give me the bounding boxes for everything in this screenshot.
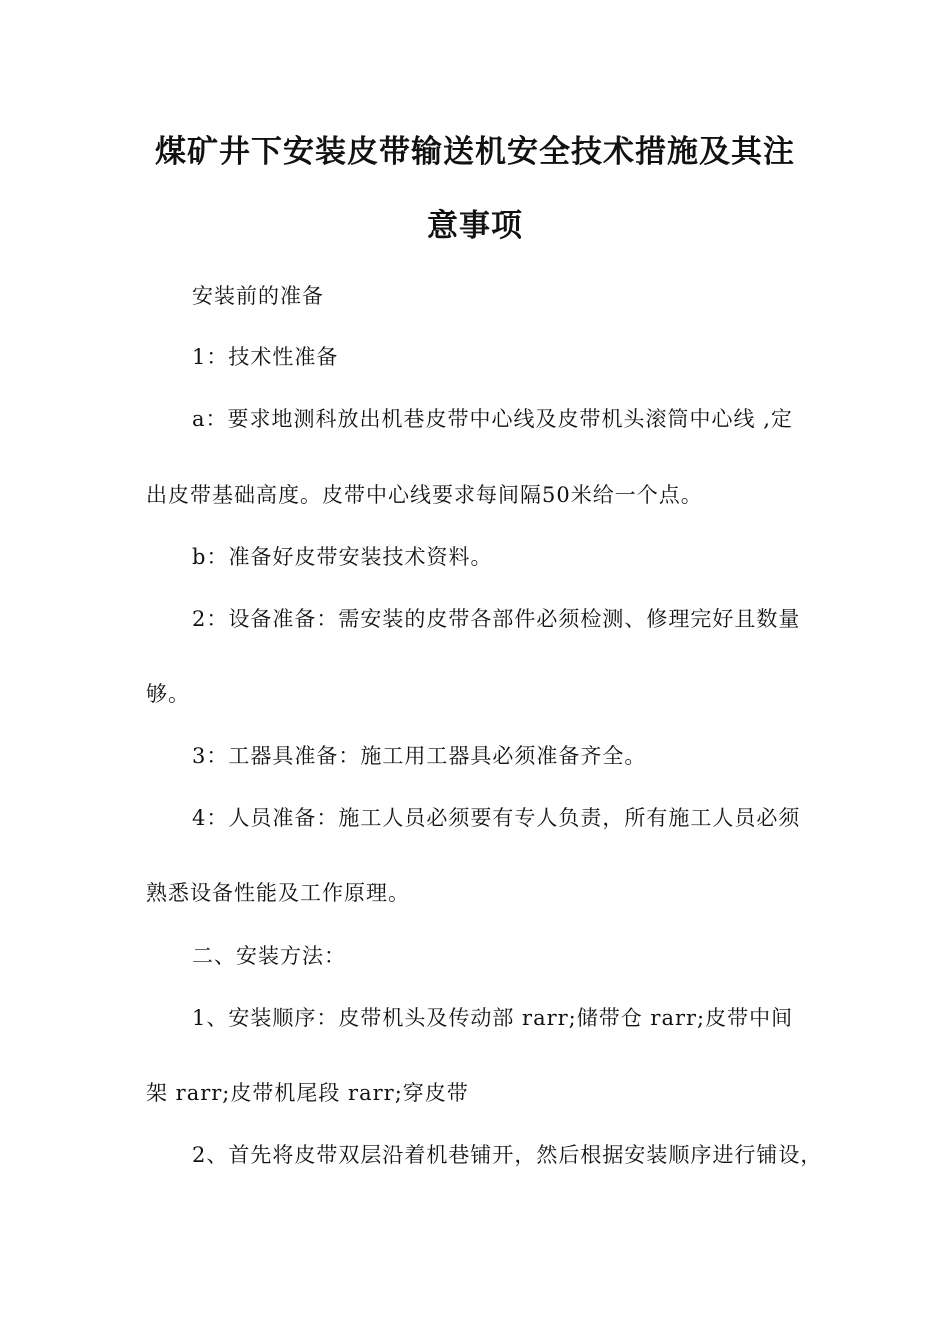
paragraph-equipment-prep-line-2: 够。 <box>146 682 190 706</box>
paragraph-install-order-line-2: 架 rarr;皮带机尾段 rarr;穿皮带 <box>146 1081 469 1105</box>
section-heading-preparation: 安装前的准备 <box>192 284 324 308</box>
paragraph-personnel-prep-line-2: 熟悉设备性能及工作原理。 <box>146 881 410 905</box>
paragraph-technical-prep: 1：技术性准备 <box>192 345 339 369</box>
document-title-line-1: 煤矿井下安装皮带输送机安全技术措施及其注 <box>155 134 795 170</box>
paragraph-laying-belt-line-1: 2、首先将皮带双层沿着机巷铺开，然后根据安装顺序进行铺设， <box>192 1143 823 1167</box>
paragraph-install-order-line-1: 1、安装顺序：皮带机头及传动部 rarr;储带仓 rarr;皮带中间 <box>192 1006 794 1030</box>
section-heading-installation-method: 二、安装方法： <box>192 944 346 968</box>
paragraph-tools-prep: 3：工器具准备：施工用工器具必须准备齐全。 <box>192 744 647 768</box>
document-title-line-2: 意事项 <box>427 208 523 244</box>
paragraph-b: b：准备好皮带安装技术资料。 <box>192 545 493 569</box>
paragraph-a-line-1: a：要求地测科放出机巷皮带中心线及皮带机头滚筒中心线 ,定 <box>192 407 793 431</box>
paragraph-equipment-prep-line-1: 2：设备准备：需安装的皮带各部件必须检测、修理完好且数量 <box>192 607 801 631</box>
paragraph-personnel-prep-line-1: 4：人员准备：施工人员必须要有专人负责，所有施工人员必须 <box>192 806 801 830</box>
paragraph-a-line-2: 出皮带基础高度。皮带中心线要求每间隔50米给一个点。 <box>146 483 703 507</box>
